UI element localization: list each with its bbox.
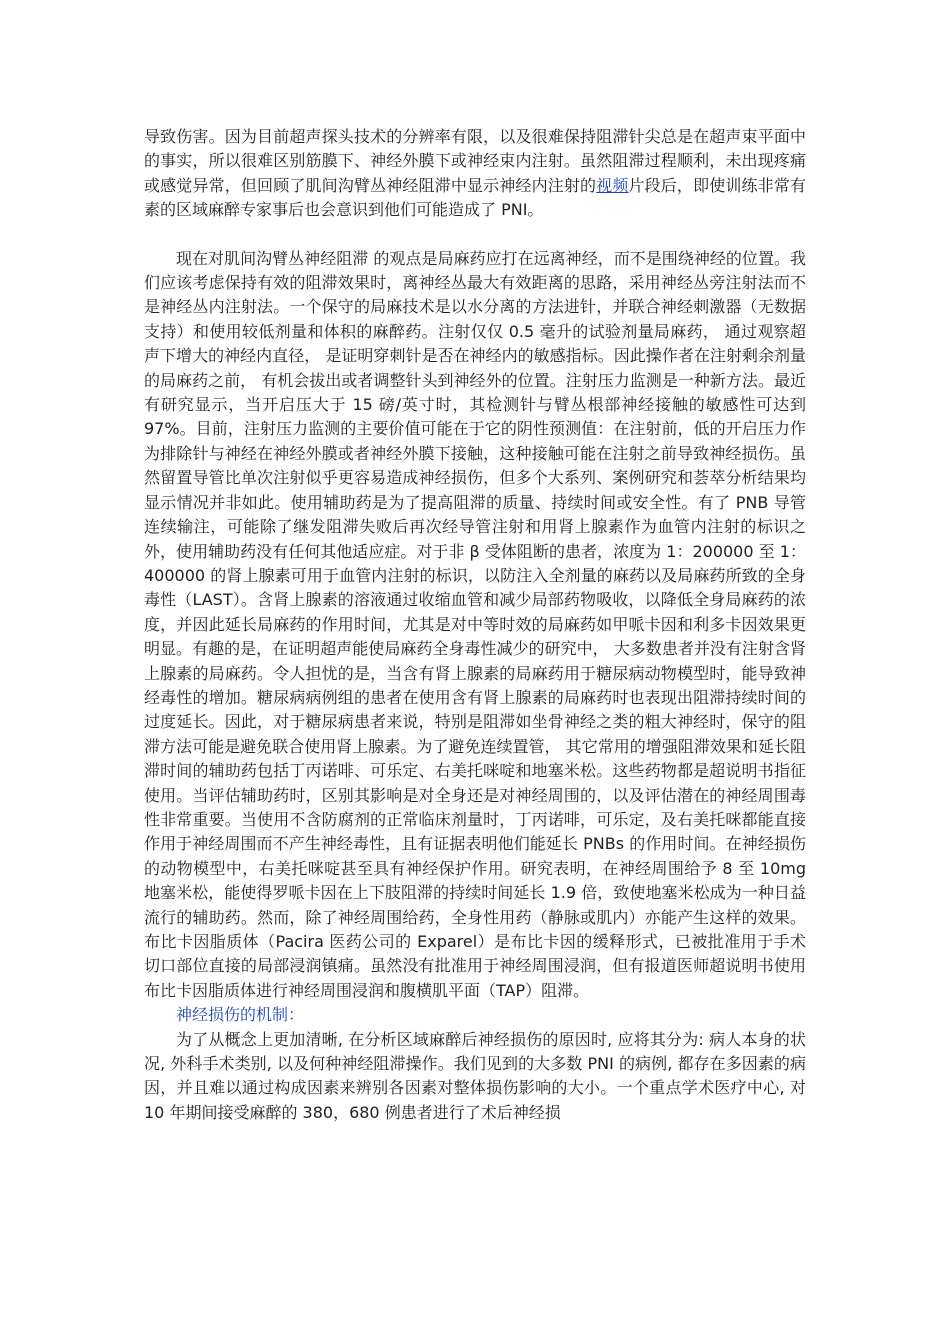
paragraph-1-text-end: 片段后，即使训练非常有素的区域麻醉专家事后也会意识到他们可能造成了 PNI。 — [144, 175, 806, 220]
paragraph-2: 现在对肌间沟臂丛神经阻滞 的观点是局麻药应打在远离神经，而不是围绕神经的位置。我们应该考虑保持有效的阻滞效果时，离神经丛最大有效距离的思路，采用神经丛旁注射法而不是神经丛内注射法。一个保守的局麻技术是以水分离的方法进针，并联合神经刺激器（无数据支持）和使用较低剂量和体积的麻醉药。注射仅仅 0.5 毫升的试验剂量局麻药， 通过观察超声下增大的神经内直径， 是证明穿刺针是否在神经内的敏感指标。因此操作者在注射剩余剂量的局麻药之前， 有机会拔出或者调整针头到神经外的位置。注射压力监测是一种新方法。最近有研究显示，当开启压大于 15 磅/英寸时，其检测针与臂丛根部神经接触的敏感性可达到 97%。目前，注射压力监测的主要价值可能在于它的阴性预测值：在注射前，低的开启压力作为排除针与神经在神经外膜或者神经外膜下接触，这种接触可能在注射之前导致神经损伤。虽然留置导管比单次注射似乎更容易造成神经损伤，但多个大系列、案例研究和荟萃分析结果均显示情况并非如此。使用辅助药是为了提高阻滞的质量、持续时间或安全性。有了 PNB 导管连续输注，可能除了继发阻滞失败后再次经导管注射和用肾上腺素作为血管内注射的标识之外，使用辅助药没有任何其他适应症。对于非 β 受体阻断的患者，浓度为 1：200000 至 1：400000 的肾上腺素可用于血管内注射的标识，以防注入全剂量的麻药以及局麻药所致的全身毒性（LAST）。含肾上腺素的溶液通过收缩血管和减少局部药物吸收，以降低全身局麻药的浓度，并因此延长局麻药的作用时间，尤其是对中等时效的局麻药如甲哌卡因和利多卡因效果更明显。有趣的是，在证明超声能使局麻药全身毒性减少的研究中， 大多数患者并没有注射含肾上腺素的局麻药。令人担忧的是，当含有肾上腺素的局麻药用于糖尿病动物模型时，能导致神经毒性的增加。糖尿病病例组的患者在使用含有肾上腺素的局麻药时也表现出阻滞持续时间的过度延长。因此，对于糖尿病患者来说，特别是阻滞如坐骨神经之类的粗大神经时，保守的阻滞方法可能是避免联合使用肾上腺素。为了避免连续置管， 其它常用的增强阻滞效果和延长阻滞时间的辅助药包括丁丙诺啡、可乐定、右美托咪啶和地塞米松。这些药物都是超说明书指征使用。当评估辅助药时，区别其影响是对全身还是对神经周围的，以及评估潜在的神经周围毒性非常重要。当使用不含防腐剂的正常临床剂量时，丁丙诺啡，可乐定，及右美托咪都能直接作用于神经周围而不产生神经毒性，且有证据表明他们能延长 PNBs 的作用时间。在神经损伤的动物模型中，右美托咪啶甚至具有神经保护作用。研究表明，在神经周围给予 8 至 10mg 地塞米松，能使得罗哌卡因在上下肢阻滞的持续时间延长 1.9 倍，致使地塞米松成为一种日益流行的辅助药。然而，除了神经周围给药，全身性用药（静脉或肌内）亦能产生这样的效果。布比卡因脂质体（Pacira 医药公司的 Exparel）是布比卡因的缓释形式，已被批准用于手术切口部位直接的局部浸润镇痛。虽然没有批准用于神经周围浸润，但有报道医师超说明书使用布比卡因脂质体进行神经周围浸润和腹横肌平面（TAP）阻滞。 — [144, 248, 806, 1000]
video-link[interactable]: 视频 — [596, 175, 629, 195]
paragraph-1 — [144, 125, 806, 223]
paragraph-3: 为了从概念上更加清晰, 在分析区域麻醉后神经损伤的原因时, 应将其分为: 病人本身的状况, 外科手术类别, 以及何种神经阻滞操作。我们见到的大多数 PNI 的病例, 都存在多因素的病因，并且难以通过构成因素来辨别各因素对整体损伤影响的大小。一个重点学术医疗中心, 对 10 年期间接受麻醉的 380，680 例患者进行了术后神经损 — [144, 1029, 806, 1122]
paragraph-spacer — [144, 223, 806, 247]
paragraph-1-text-start: 导致伤害。因为目前超声探头技术的分辨率有限，以及很难保持阻滞针尖总是在超声束平面中的事实，所以很难区别筋膜下、神经外膜下或神经束内注射。虽然阻滞过程顺利，未出现疼痛或感觉异常，但回顾了肌间沟臂丛神经阻滞中显示神经内注射的 — [144, 127, 806, 195]
section-heading: 神经损伤的机制： — [176, 1005, 305, 1025]
document-page — [144, 125, 806, 1125]
